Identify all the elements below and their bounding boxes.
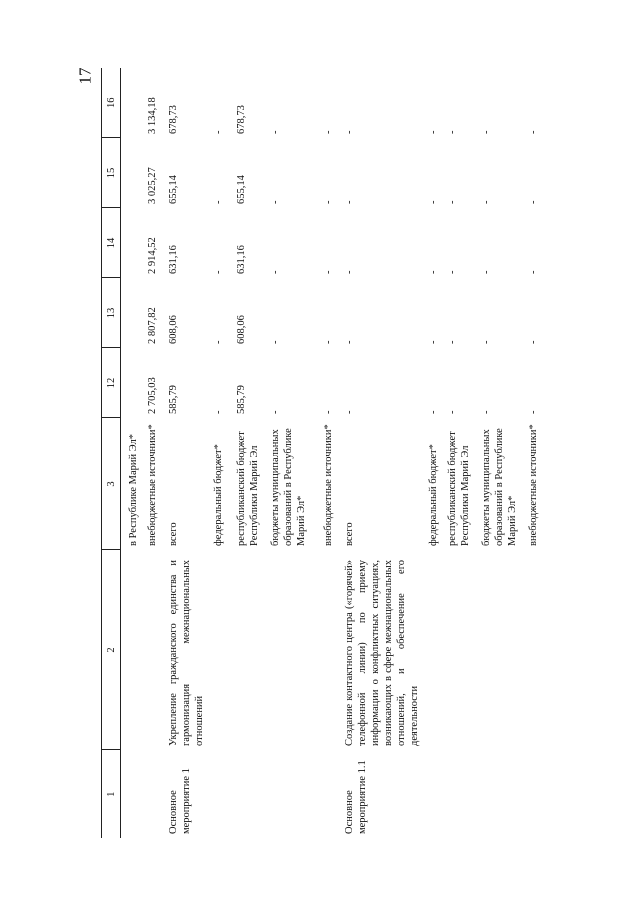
funding-source-cell: федеральный бюджет* xyxy=(428,444,439,546)
amount-cell: - xyxy=(344,200,355,204)
funding-source-cell: всего xyxy=(344,522,355,546)
amount-cell: 678,73 xyxy=(168,105,179,134)
amount-cell: - xyxy=(270,410,281,414)
amount-cell: 631,16 xyxy=(168,245,179,274)
amount-cell xyxy=(121,278,141,348)
funding-source-cell: бюджеты муниципальных образований в Республике Марий Эл* xyxy=(481,428,518,546)
table-row xyxy=(261,68,308,838)
funding-source-cell: бюджеты муниципальных образований в Республике Марий Эл* xyxy=(270,428,307,546)
funding-source-cell: внебюджетные источники* xyxy=(147,424,158,546)
amount-cell xyxy=(121,208,141,278)
table-row xyxy=(206,68,225,838)
amount-cell: - xyxy=(428,130,439,134)
column-header: 16 xyxy=(102,68,121,138)
amount-cell xyxy=(121,348,141,418)
amount-cell: 3 025,27 xyxy=(147,167,158,204)
activity-name-cell xyxy=(440,550,472,750)
amount-cell: - xyxy=(323,340,334,344)
amount-cell: - xyxy=(481,340,492,344)
budget-table xyxy=(101,68,540,838)
activity-name-cell xyxy=(140,550,159,750)
amount-cell: - xyxy=(323,270,334,274)
table-row xyxy=(519,68,540,838)
activity-code-cell xyxy=(206,750,225,838)
activity-code-cell xyxy=(308,750,335,838)
activity-name-cell xyxy=(261,550,308,750)
table-row xyxy=(140,68,159,838)
funding-source-cell: внебюджетные источники* xyxy=(323,424,334,546)
amount-cell: - xyxy=(344,270,355,274)
amount-cell: - xyxy=(428,200,439,204)
table-row xyxy=(121,68,141,838)
amount-cell: - xyxy=(323,410,334,414)
amount-cell: - xyxy=(344,410,355,414)
table-row xyxy=(421,68,440,838)
budget-table-sheet xyxy=(101,68,539,838)
column-header: 15 xyxy=(102,138,121,208)
table-row xyxy=(159,68,206,838)
amount-cell: - xyxy=(447,340,458,344)
funding-source-cell: внебюджетные источники* xyxy=(528,424,539,546)
table-row xyxy=(308,68,335,838)
activity-code-cell xyxy=(421,750,440,838)
amount-cell: - xyxy=(270,200,281,204)
amount-cell: - xyxy=(270,340,281,344)
amount-cell: - xyxy=(213,340,224,344)
column-header: 1 xyxy=(102,750,121,838)
activity-name-cell xyxy=(206,550,225,750)
amount-cell: 3 134,18 xyxy=(147,97,158,134)
amount-cell: - xyxy=(323,130,334,134)
activity-name-cell xyxy=(308,550,335,750)
amount-cell: - xyxy=(428,340,439,344)
table-row xyxy=(440,68,472,838)
activity-code-cell xyxy=(261,750,308,838)
amount-cell: 655,14 xyxy=(168,175,179,204)
funding-source-cell: республиканский бюджет Республики Марий Эл xyxy=(236,431,260,546)
amount-cell: 2 807,82 xyxy=(147,307,158,344)
amount-cell: - xyxy=(528,340,539,344)
activity-name-cell xyxy=(472,550,519,750)
amount-cell: 655,14 xyxy=(236,175,247,204)
amount-cell: - xyxy=(344,130,355,134)
activity-code-cell xyxy=(472,750,519,838)
column-header: 12 xyxy=(102,348,121,418)
amount-cell: - xyxy=(481,130,492,134)
amount-cell: - xyxy=(481,200,492,204)
amount-cell: 608,06 xyxy=(168,315,179,344)
amount-cell: 631,16 xyxy=(236,245,247,274)
funding-source-cell: в Республике Марий Эл* xyxy=(128,433,139,546)
funding-source-cell: федеральный бюджет* xyxy=(213,444,224,546)
column-header: 3 xyxy=(102,418,121,550)
amount-cell: - xyxy=(428,270,439,274)
amount-cell: - xyxy=(428,410,439,414)
amount-cell: - xyxy=(447,130,458,134)
activity-name-cell: Укрепление гражданского единства и гармонизация межнациональных отношений xyxy=(168,560,205,746)
amount-cell: 2 914,52 xyxy=(147,237,158,274)
activity-code-cell xyxy=(225,750,261,838)
column-header: 13 xyxy=(102,278,121,348)
amount-cell: - xyxy=(481,410,492,414)
amount-cell xyxy=(121,68,141,138)
amount-cell: - xyxy=(528,410,539,414)
amount-cell: - xyxy=(481,270,492,274)
column-number-row xyxy=(102,68,121,838)
amount-cell xyxy=(121,138,141,208)
amount-cell: - xyxy=(270,130,281,134)
amount-cell: 585,79 xyxy=(168,385,179,414)
amount-cell: - xyxy=(213,270,224,274)
amount-cell: - xyxy=(213,130,224,134)
table-row xyxy=(472,68,519,838)
activity-code-cell: Основное мероприятие 1 xyxy=(168,768,192,834)
amount-cell: - xyxy=(528,200,539,204)
amount-cell: 608,06 xyxy=(236,315,247,344)
amount-cell: - xyxy=(213,200,224,204)
column-header: 14 xyxy=(102,208,121,278)
activity-code-cell xyxy=(121,750,141,838)
table-row xyxy=(225,68,261,838)
amount-cell: 585,79 xyxy=(236,385,247,414)
column-header: 2 xyxy=(102,550,121,750)
amount-cell: - xyxy=(447,200,458,204)
amount-cell: - xyxy=(323,200,334,204)
table-row xyxy=(335,68,421,838)
activity-code-cell xyxy=(440,750,472,838)
funding-source-cell: всего xyxy=(168,522,179,546)
amount-cell: - xyxy=(447,410,458,414)
page-number: 17 xyxy=(75,67,95,85)
funding-source-cell: республиканский бюджет Республики Марий Эл xyxy=(447,431,471,546)
activity-code-cell: Основное мероприятие 1.1 xyxy=(344,760,368,834)
activity-name-cell xyxy=(225,550,261,750)
amount-cell: - xyxy=(528,270,539,274)
activity-code-cell xyxy=(140,750,159,838)
amount-cell: 678,73 xyxy=(236,105,247,134)
amount-cell: - xyxy=(270,270,281,274)
activity-name-cell xyxy=(519,550,540,750)
activity-name-cell xyxy=(121,550,141,750)
table-body xyxy=(121,68,541,838)
amount-cell: - xyxy=(528,130,539,134)
activity-name-cell: Создание контактного центра («горячей» телефонной линии) по приему информации о конфликтных ситуациях, возникающих в сфере межнациональных отношений, и обеспечение его деятельности xyxy=(344,560,420,746)
amount-cell: 2 705,03 xyxy=(147,377,158,414)
amount-cell: - xyxy=(213,410,224,414)
amount-cell: - xyxy=(447,270,458,274)
amount-cell: - xyxy=(344,340,355,344)
activity-name-cell xyxy=(421,550,440,750)
activity-code-cell xyxy=(519,750,540,838)
